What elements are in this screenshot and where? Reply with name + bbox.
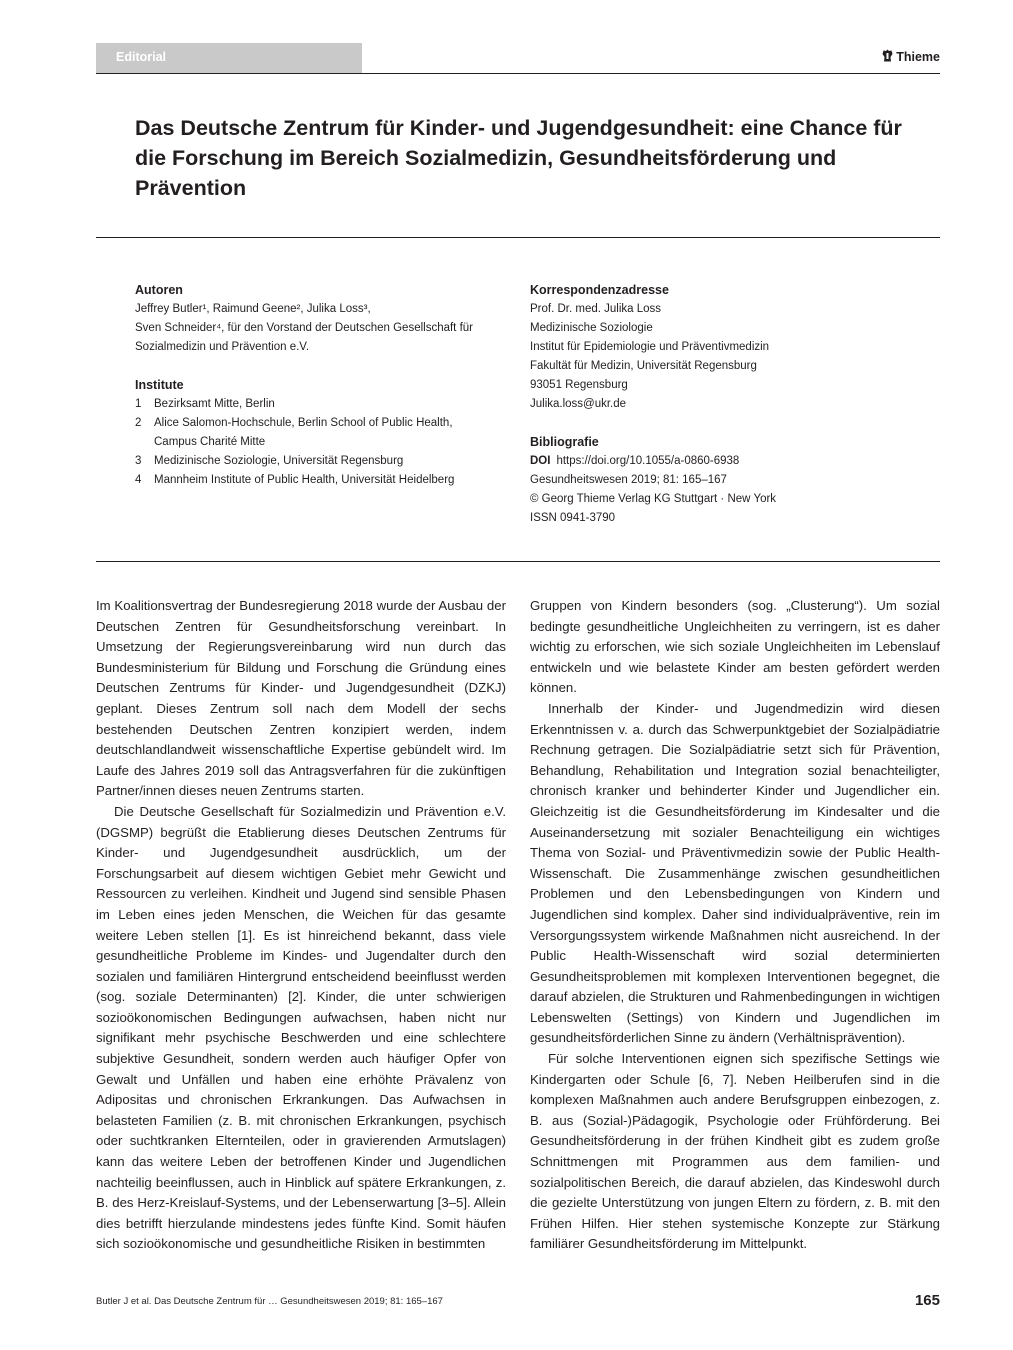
doi-label: DOI [530, 455, 551, 467]
publisher-logo [882, 49, 940, 65]
title-rule [96, 237, 940, 238]
institute-number: 4 [135, 474, 142, 486]
thieme-logo-icon [882, 49, 893, 65]
article-title: Das Deutsche Zentrum für Kinder- und Jugendgesundheit: eine Chance für die Forschung im Bereich Sozialmedizin, Gesundheitsförderung und Prävention [135, 116, 902, 200]
meta-rule [96, 561, 940, 562]
page-number: 165 [914, 1292, 940, 1309]
body-paragraph: Gruppen von Kindern besonders (sog. „Clusterung“). Um sozial bedingte gesundheitliche Ungleichheiten zu verringern, ist es daher wichtig zu erforschen, wie sich soziale Ungleichheiten im Lebenslauf entwickeln und wie belastete Kinder am besten gefördert werden können. [530, 598, 940, 696]
correspondence-line: Medizinische Soziologie [530, 322, 653, 334]
bibliography-line: Gesundheitswesen 2019; 81: 165–167 [530, 474, 727, 486]
body-paragraph: Für solche Interventionen eignen sich spezifische Settings wie Kindergarten oder Schule [6, 7]. Neben Heilberufen sind in die komplexen Maßnahmen auch andere Berufsgruppen einbezogen, z. B. aus (Sozial-)Pädagogik, Psychologie oder Frühförderung. Bei Gesundheitsförderung in der frühen Kindheit gibt es zudem große Schnittmengen mit Programmen aus dem familien- und sozialpolitischen Bereich, die darauf abzielen, das Kindeswohl durch die gezielte Unterstützung von jungen Eltern zu fördern, z. B. mit den Frühen Hilfen. Hier stehen systemische Konzepte zur Stärkung familiärer Gesundheitsförderung im Mittelpunkt. [530, 1051, 940, 1252]
body-paragraph: Innerhalb der Kinder- und Jugendmedizin wird diesen Erkenntnissen v. a. durch das Schwerpunktgebiet der Sozialpädiatrie Rechnung getragen. Die Sozialpädiatrie setzt sich für Prävention, Behandlung, Rehabilitation und Integration sozial benachteiligter, chronisch kranker und behinderter Kinder und Jugendlicher ein. Gleichzeitig ist die Gesundheitsförderung im Kindesalter und die Auseinandersetzung mit sozialer Benachteiligung ein wichtiges Thema von Sozial- und Präventivmedizin sowie der Public Health-Wissenschaft. Die Zusammenhänge zwischen gesundheitlichen Problemen und den Lebensbedingungen von Kindern und Jugendlichen sind komplex. Daher sind individualpräventive, rein im Versorgungssystem wirkende Maßnahmen nicht ausreichend. In der Public Health-Wissenschaft wird sozial determinierten Gesundheitsproblemen mit komplexen Interventionen begegnet, die darauf abzielen, die Strukturen und Rahmenbedingungen in wichtigen Lebenswelten (Settings) von Kindern und Jugendlichen im gesundheitsförderlichen Sinne zu ändern (Verhältnisprävention). [530, 700, 940, 1046]
authors-line: Sven Schneider⁴, für den Vorstand der Deutschen Gesellschaft für [135, 322, 473, 334]
body-paragraph: Im Koalitionsvertrag der Bundesregierung 2018 wurde der Ausbau der Deutschen Zentren für Gesundheitsforschung vereinbart. In Umsetzung der Regierungsvereinbarung wird nun durch das Bundesministerium für Bildung und Forschung die Gründung eines Deutschen Zentrums für Kinder- und Jugendgesundheit (DZKJ) geplant. Dieses Zentrum soll nach dem Modell der sechs bestehenden Deutschen Zentren konzipiert werden, indem deutschlandlandweit wissenschaftliche Expertise gebündelt wird. Im Laufe des Jahres 2019 soll das Antragsverfahren für die zukünftigen Partner/innen dieses neuen Zentrums starten. [96, 598, 506, 799]
institute-item [135, 395, 515, 414]
correspondence-line: Institut für Epidemiologie und Präventivmedizin [530, 341, 770, 353]
bibliography-heading: Bibliografie [530, 435, 599, 449]
authors-heading: Autoren [135, 283, 183, 297]
correspondence-line: Prof. Dr. med. Julika Loss [530, 303, 662, 315]
correspondence-line: Fakultät für Medizin, Universität Regensburg [530, 360, 757, 372]
publisher-name: Thieme [896, 50, 940, 64]
section-label: Editorial [96, 43, 362, 74]
correspondence-block [530, 280, 910, 528]
body-paragraph: Die Deutsche Gesellschaft für Sozialmedizin und Prävention e.V. (DGSMP) begrüßt die Etablierung dieses Deutschen Zentrums für Kinder- und Jugendgesundheit ausdrücklich, um der Forschungsarbeit auf diesem wichtigen Gebiet mehr Gewicht und Ressourcen zu verleihen. Kindheit und Jugend sind sensible Phasen im Leben eines jeden Menschen, die Weichen für das gesamte weitere Leben stellen [1]. Es ist hinreichend bekannt, dass viele gesundheitliche Probleme im Kindes- und Jugendalter durch den sozialen und familiären Hintergrund entscheidend beeinflusst werden (sog. soziale Determinanten) [2]. Kinder, die unter schwierigen sozioökonomischen Bedingungen aufwachsen, haben nicht nur signifikant mehr psychische Beschwerden und eine schlechtere subjektive Gesundheit, sondern werden auch häufiger Opfer von Gewalt und Unfällen und haben eine erhöhte Prävalenz von Adipositas und chronischen Erkrankungen. Das Aufwachsen in belasteten Familien (z. B. mit chronischen Erkrankungen, psychisch oder suchtkranken Elternteilen, oder in gravierenden Armutslagen) kann das weitere Leben der betroffenen Kinder und Jugendlichen nachteilig beeinflussen, auch in Hinblick auf spätere Erkrankungen, z. B. des Herz-Kreislauf-Systems, und der Lebenserwartung [3–5]. Allein dies betrifft hierzulande mindestens jedes fünfte Kind. Somit häufen sich sozioökonomische und gesundheitliche Risiken in bestimmten [96, 803, 506, 1252]
institute-number: 1 [135, 398, 142, 410]
institute-item [135, 471, 515, 490]
institute-text: Bezirksamt Mitte, Berlin [154, 398, 275, 410]
institute-item [135, 414, 515, 452]
institute-item [135, 452, 515, 471]
institute-text: Medizinische Soziologie, Universität Regensburg [154, 455, 404, 467]
authors-line: Sozialmedizin und Prävention e.V. [135, 341, 310, 353]
institute-number: 2 [135, 417, 142, 429]
body-column-left [96, 596, 506, 1255]
header-rule [96, 73, 940, 74]
correspondence-line: 93051 Regensburg [530, 379, 628, 391]
doi-line [530, 452, 910, 471]
correspondence-heading: Korrespondenzadresse [530, 283, 669, 297]
authors-block [135, 280, 515, 490]
correspondence-email[interactable]: Julika.loss@ukr.de [530, 398, 627, 410]
institute-text: Mannheim Institute of Public Health, Universität Heidelberg [154, 474, 455, 486]
bibliography-line: © Georg Thieme Verlag KG Stuttgart · New York [530, 493, 777, 505]
bibliography-line: ISSN 0941-3790 [530, 512, 616, 524]
footer-citation: Butler J et al. Das Deutsche Zentrum für … Gesundheitswesen 2019; 81: 165–167 [96, 1296, 443, 1307]
institutes-heading: Institute [135, 378, 184, 392]
authors-line: Jeffrey Butler¹, Raimund Geene², Julika Loss³, [135, 303, 371, 315]
body-column-right [530, 596, 940, 1255]
doi-link[interactable]: https://doi.org/10.1055/a-0860-6938 [556, 455, 740, 467]
institute-number: 3 [135, 455, 142, 467]
institute-text: Alice Salomon-Hochschule, Berlin School of Public Health, Campus Charité Mitte [154, 417, 453, 448]
